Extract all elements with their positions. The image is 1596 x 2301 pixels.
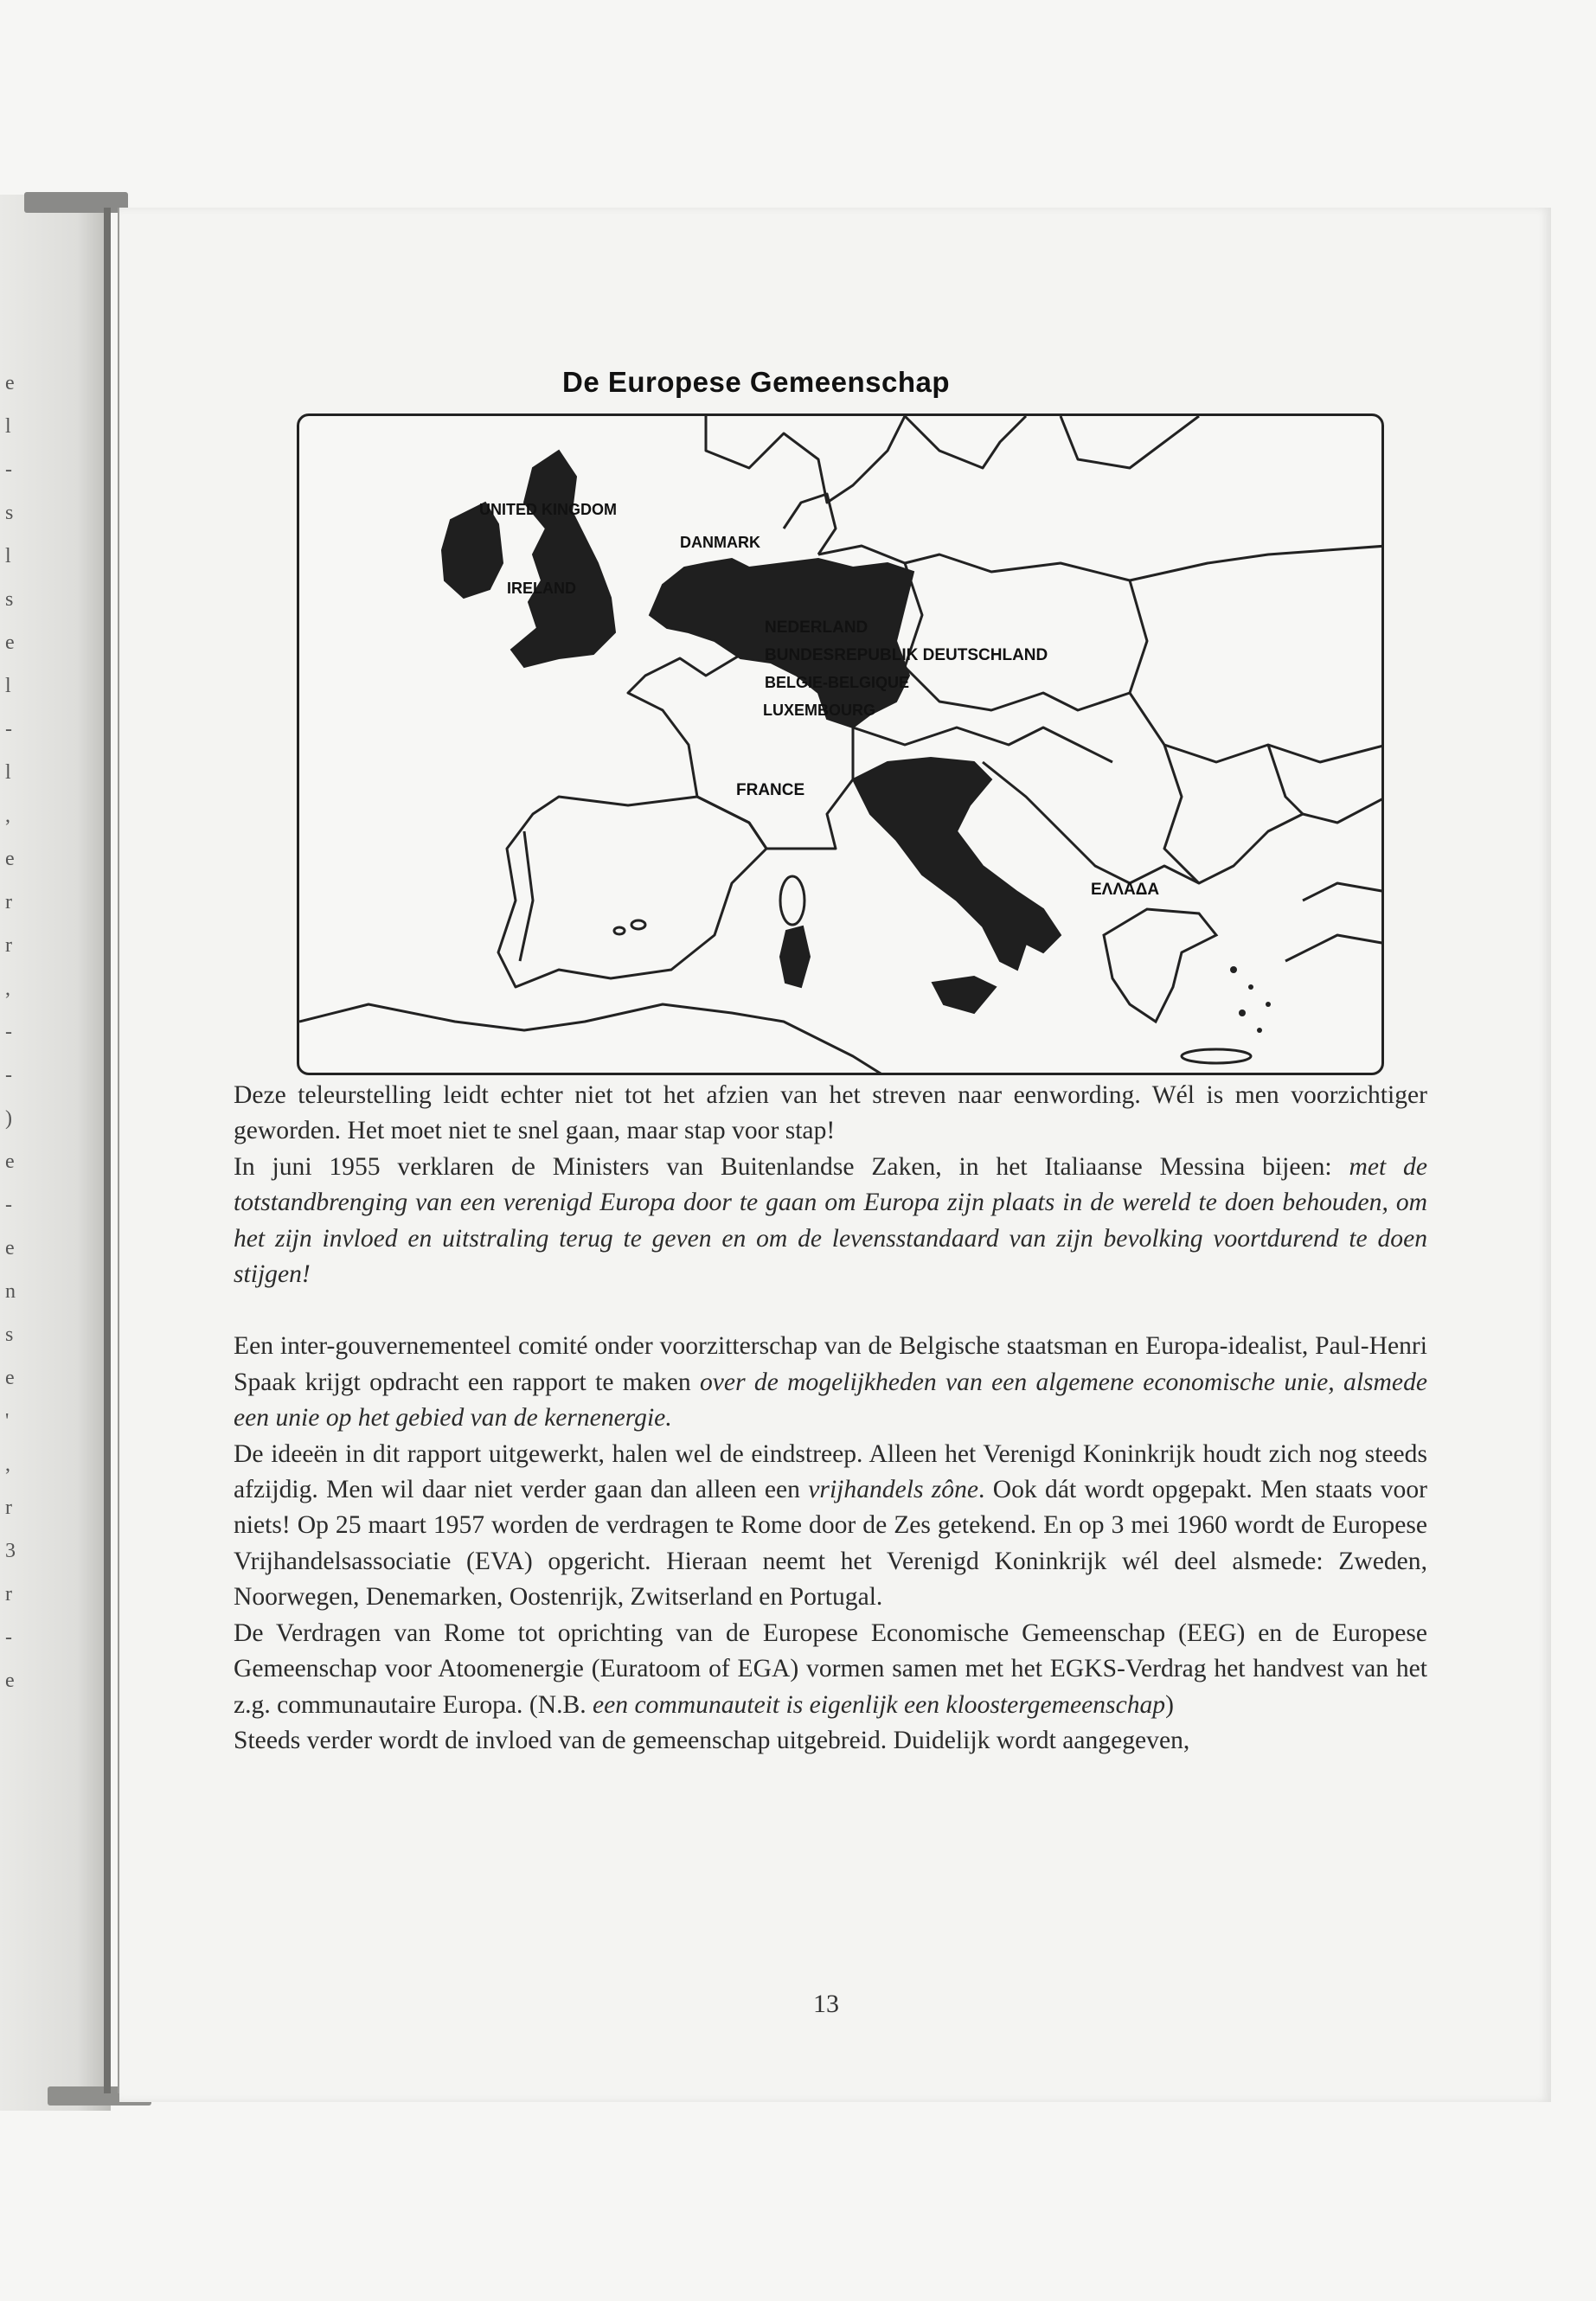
greece-outline <box>1104 909 1251 1063</box>
margin-mark: e <box>5 631 15 654</box>
paragraph-4-rest: . Ook dát wordt opgepakt. Men staats voor niets! Op 25 maart 1957 worden de verdragen te Rome door de Zes getekend. En op 3 mei 1960 wordt de Europese Vrijhandelsassociatie (EVA) opgericht. Hieraan neemt het Verenigd Koninkrijk wél deel alsmede: Zweden, Noorwegen, Denemarken, Oostenrijk, Zwitserland en Portugal. <box>234 1476 1427 1612</box>
island <box>1266 1002 1271 1007</box>
paragraph-5-close: ) <box>1165 1690 1174 1719</box>
margin-mark: s <box>5 588 14 611</box>
messina-quote: met de totstandbrenging van een verenigd Europa door te gaan om Europa zijn plaats in de wereld te doen behouden, om het zijn invloed en uitstraling terug te geven en om de levensstandaard van zijn bevolking voortdurend te doen stijgen! <box>234 1152 1427 1289</box>
map-title: De Europese Gemeenschap <box>562 366 951 398</box>
page-body-text <box>234 1078 1427 1759</box>
europe-map-drawing <box>299 416 1384 1075</box>
facing-page-margin-text <box>5 372 22 1721</box>
margin-mark: l <box>5 415 11 438</box>
corsica <box>780 876 804 925</box>
margin-mark: e <box>5 1237 15 1259</box>
label-germany: BUNDESREPUBLIK DEUTSCHLAND <box>765 646 1048 664</box>
poland-border <box>905 563 1130 710</box>
paragraph-4-intro: De ideeën in dit rapport uitgewerkt, halen wel de eindstreep. Alleen het Verenigd Koninkrijk houdt zich nog steeds afzijdig. Men wil daar niet verder gaan dan alleen een <box>234 1439 1427 1504</box>
margin-mark: - <box>5 718 12 740</box>
margin-mark: r <box>5 891 12 913</box>
italy-shape <box>853 758 1061 970</box>
scandinavia-outline <box>706 416 905 503</box>
paragraph-1: Deze teleurstelling leidt echter niet tot het afzien van het streven naar eenwording. Wél is men voorzichtiger geworden. Het moet niet te snel gaan, maar stap voor stap! <box>234 1081 1427 1145</box>
margin-mark: r <box>5 1497 12 1519</box>
margin-mark: 3 <box>5 1540 16 1562</box>
margin-mark: r <box>5 1583 12 1606</box>
margin-mark: e <box>5 1367 15 1389</box>
paragraph-3 <box>234 1329 1427 1436</box>
balkans-outline <box>983 762 1384 883</box>
turkey-south-coast <box>1285 935 1384 961</box>
paragraph-5-intro: De Verdragen van Rome tot oprichting van de Europese Economische Gemeenschap (EEG) en de Europese Gemeenschap voor Atoomenergie (Euratoom of EGA) vormen samen met het EGKS-Verdrag het handvest van het z.g. communautaire Europa. (N.B. <box>234 1618 1427 1719</box>
margin-mark: - <box>5 458 12 481</box>
label-nederland: NEDERLAND <box>765 619 869 637</box>
margin-mark: l <box>5 675 11 697</box>
label-luxembourg: LUXEMBOURG <box>763 702 875 719</box>
sardinia-shape <box>780 926 810 987</box>
island <box>1239 1009 1246 1016</box>
island <box>1257 1028 1262 1033</box>
spine-edge <box>104 208 111 2093</box>
paragraph-2-intro: In juni 1955 verklaren de Ministers van Buitenlandse Zaken, in het Italiaanse Messina bijeen: <box>234 1152 1349 1181</box>
margin-mark: - <box>5 1194 12 1216</box>
margin-mark: ) <box>5 1107 12 1130</box>
spine-cap-top <box>24 192 128 213</box>
balearic-1 <box>614 927 625 934</box>
island <box>1230 966 1237 973</box>
margin-mark: e <box>5 1150 15 1173</box>
paragraph-6: Steeds verder wordt de invloed van de gemeenschap uitgebreid. Duidelijk wordt aangegeven, <box>234 1726 1190 1754</box>
label-greece: ΕΛΛΑΔΑ <box>1091 881 1160 899</box>
europe-map <box>297 413 1384 1075</box>
margin-mark: - <box>5 1626 12 1649</box>
greek-islands <box>1230 966 1271 1033</box>
turkey-coast <box>1303 883 1384 901</box>
crete <box>1182 1049 1251 1063</box>
margin-mark: e <box>5 848 15 870</box>
balearic-2 <box>631 920 645 929</box>
spaak-report-topic: over de mogelijkheden van een algemene economische unie, alsmede een unie op het gebied van de kernenergie. <box>234 1368 1427 1433</box>
margin-mark: l <box>5 761 11 784</box>
margin-mark: , <box>5 977 10 1000</box>
greece-mainland <box>1104 909 1216 1022</box>
margin-mark: e <box>5 372 15 394</box>
paragraph-2 <box>234 1150 1427 1293</box>
finland-outline <box>1061 416 1199 468</box>
iberia-outline <box>498 797 766 987</box>
margin-mark: s <box>5 502 14 524</box>
label-danmark: DANMARK <box>680 534 760 551</box>
margin-mark: e <box>5 1670 15 1692</box>
label-belgium: BELGIE-BELGIQUE <box>765 674 910 691</box>
paragraph-3-intro: Een inter-gouvernementeel comité onder voorzitterschap van de Belgische staatsman en Europa-idealist, Paul-Henri Spaak krijgt opdracht een rapport te maken <box>234 1332 1427 1396</box>
margin-mark: - <box>5 1064 12 1086</box>
paragraph-4 <box>234 1437 1427 1616</box>
free-trade-zone-term: vrijhandels zône <box>808 1476 979 1504</box>
sicily-shape <box>933 977 996 1013</box>
margin-mark: l <box>5 545 11 567</box>
page-number: 13 <box>813 1990 839 2018</box>
communauteit-note: een communauteit is eigenlijk een kloostergemeenschap <box>593 1690 1166 1719</box>
great-britain-shape <box>511 451 615 667</box>
label-ireland: IRELAND <box>507 580 576 597</box>
label-france: FRANCE <box>736 781 805 799</box>
margin-mark: , <box>5 1453 10 1476</box>
margin-mark: r <box>5 934 12 957</box>
yugoslavia-border <box>1164 745 1199 883</box>
margin-mark: ' <box>5 1410 10 1433</box>
sweden-finland-outline <box>905 416 1026 468</box>
margin-mark: n <box>5 1280 16 1303</box>
margin-mark: s <box>5 1324 14 1346</box>
north-africa-coast <box>299 1004 888 1075</box>
margin-mark: - <box>5 1021 12 1043</box>
paragraph-5 <box>234 1616 1427 1723</box>
margin-mark: , <box>5 804 10 827</box>
label-united-kingdom: UNITED KINGDOM <box>479 501 617 518</box>
alps-border <box>853 727 1112 762</box>
eastern-border <box>1130 580 1384 762</box>
island <box>1248 984 1253 990</box>
portugal-border <box>520 831 533 961</box>
